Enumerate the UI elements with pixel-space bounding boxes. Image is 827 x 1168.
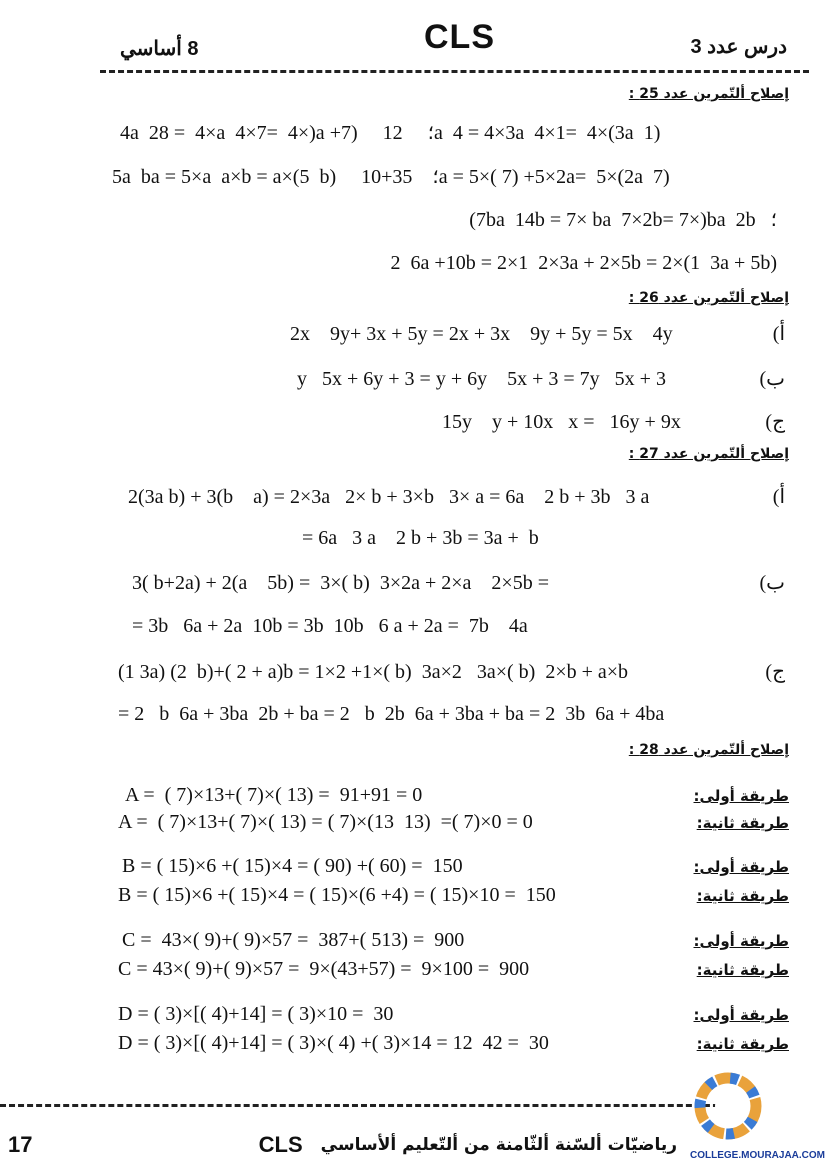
method-two-equation: A = ( 7)×13+( 7)×( 13) = ( 7)×(13 13) =( 7)×0 = 0 bbox=[118, 811, 533, 833]
method-two-equation: B = ( 15)×6 +( 15)×4 = ( 15)×(6 +4) = ( 15)×10 = 150 bbox=[118, 884, 556, 906]
section-title-row bbox=[100, 86, 789, 102]
item-label: ب) bbox=[759, 572, 785, 594]
equation-line: 3( b+2a) + 2(a 5b) = 3×( b) 3×2a + 2×a 2×5b = bbox=[132, 572, 549, 594]
equation-row bbox=[302, 527, 785, 550]
equation-row bbox=[132, 615, 785, 638]
equation-line: 15y y + 10x x = 16y + 9x bbox=[442, 411, 681, 433]
method-two-label: طريقة ثانية: bbox=[696, 961, 789, 979]
equation-line: = 3b 6a + 2a 10b = 3b 10b 6 a + 2a = 7b 4a bbox=[132, 615, 528, 637]
method-one-label: طريقة أولى: bbox=[693, 1006, 789, 1024]
header-divider bbox=[100, 70, 809, 73]
equation-line: 2(3a b) + 3(b a) = 2×3a 2× b + 3×b 3× a = 6a 2 b + 3b 3 a bbox=[128, 486, 650, 508]
method-one-equation: B = ( 15)×6 +( 15)×4 = ( 90) +( 60) = 150 bbox=[122, 855, 463, 877]
equation-row bbox=[290, 321, 785, 346]
method-one-label: طريقة أولى: bbox=[693, 932, 789, 950]
equation-row bbox=[112, 252, 777, 275]
method-two-equation: D = ( 3)×[( 4)+14] = ( 3)×( 4) +( 3)×14 = 12 42 = 30 bbox=[118, 1032, 549, 1054]
item-label: أ) bbox=[772, 486, 785, 508]
method-one-equation: A = ( 7)×13+( 7)×( 13) = 91+91 = 0 bbox=[125, 784, 423, 806]
section-title-28: إصلاح ألتّمرين عدد 28 : bbox=[628, 742, 789, 758]
page-number: 17 bbox=[8, 1132, 33, 1157]
equation-line: = 2 b 6a + 3ba 2b + ba = 2 b 2b 6a + 3ba + ba = 2 3b 6a + 4ba bbox=[118, 703, 665, 725]
equation-row bbox=[120, 120, 787, 145]
equation-row bbox=[118, 703, 797, 726]
method-row bbox=[118, 884, 789, 907]
equation-line: 5a ba = 5×a a×b = a×(5 b) ؛ 35+10a = 5×( 7) +5×2a= 5×(2a 7) bbox=[112, 166, 670, 188]
equation-row bbox=[112, 207, 777, 232]
equation-line: y 5x + 6y + 3 = y + 6y 5x + 3 = 7y 5x + 3 bbox=[297, 368, 666, 390]
item-label: أ) bbox=[772, 323, 785, 345]
equation-row bbox=[118, 659, 785, 684]
method-two-label: طريقة ثانية: bbox=[696, 887, 789, 905]
method-row bbox=[118, 1032, 789, 1055]
method-one-equation: C = 43×( 9)+( 9)×57 = 387+( 513) = 900 bbox=[122, 929, 465, 951]
equation-row bbox=[128, 484, 785, 509]
equation-line: 2x 9y+ 3x + 5y = 2x + 3x 9y + 5y = 5x 4y bbox=[290, 323, 673, 345]
equation-line: ؛ 7ba 14b = 7× ba 7×2b= 7×)ba 2b) bbox=[469, 209, 777, 231]
section-title-25: إصلاح ألتّمرين عدد 25 : bbox=[628, 86, 789, 102]
cls-logo: CLS bbox=[424, 18, 495, 56]
equation-line: (1 3a) (2 b)+( 2 + a)b = 1×2 +1×( b) 3a×2 3a×( b) 2×b + a×b bbox=[118, 661, 629, 683]
method-one-label: طريقة أولى: bbox=[693, 858, 789, 876]
equation-row bbox=[297, 366, 785, 391]
method-two-label: طريقة ثانية: bbox=[696, 814, 789, 832]
footer-divider bbox=[0, 1104, 737, 1107]
section-title-row bbox=[100, 290, 789, 306]
section-title-27: إصلاح ألتّمرين عدد 27 : bbox=[628, 446, 789, 462]
equation-row bbox=[112, 164, 787, 189]
footer-cls-logo: CLS bbox=[258, 1132, 303, 1157]
equation-row bbox=[132, 570, 785, 595]
method-row bbox=[122, 929, 789, 952]
item-label: ج) bbox=[765, 411, 785, 433]
equation-row bbox=[442, 409, 785, 434]
method-two-equation: C = 43×( 9)+( 9)×57 = 9×(43+57) = 9×100 = 900 bbox=[118, 958, 530, 980]
equation-line: = 6a 3 a 2 b + 3b = 3a + b bbox=[302, 527, 539, 549]
equation-line: 4a 28 = 4×a 4×7= 4×)a +7) ؛ 12a 4 = 4×3a 4×1= 4×(3a 1) bbox=[120, 122, 661, 144]
grade-label: 8 أساسي bbox=[120, 38, 199, 60]
lesson-number: درس عدد 3 bbox=[690, 36, 787, 58]
item-label: ج) bbox=[765, 661, 785, 683]
method-two-label: طريقة ثانية: bbox=[696, 1035, 789, 1053]
equation-line: 2 6a +10b = 2×1 2×3a + 2×5b = 2×(1 3a + 5b) bbox=[390, 252, 777, 274]
method-one-equation: D = ( 3)×[( 4)+14] = ( 3)×10 = 30 bbox=[118, 1003, 394, 1025]
method-row bbox=[122, 855, 789, 878]
method-row bbox=[125, 784, 789, 807]
section-title-row bbox=[100, 742, 789, 758]
footer-row bbox=[0, 1132, 787, 1158]
footer-title: رياضيّات ألسّنة ألثّامنة من ألتّعليم ألأساسي bbox=[320, 1135, 677, 1155]
method-row bbox=[118, 958, 789, 981]
item-label: ب) bbox=[759, 368, 785, 390]
method-row bbox=[118, 811, 789, 834]
method-one-label: طريقة أولى: bbox=[693, 787, 789, 805]
section-title-row bbox=[100, 446, 789, 462]
method-row bbox=[118, 1003, 789, 1026]
section-title-26: إصلاح ألتّمرين عدد 26 : bbox=[628, 290, 789, 306]
site-url: COLLEGE.MOURAJAA.COM bbox=[690, 1150, 825, 1161]
